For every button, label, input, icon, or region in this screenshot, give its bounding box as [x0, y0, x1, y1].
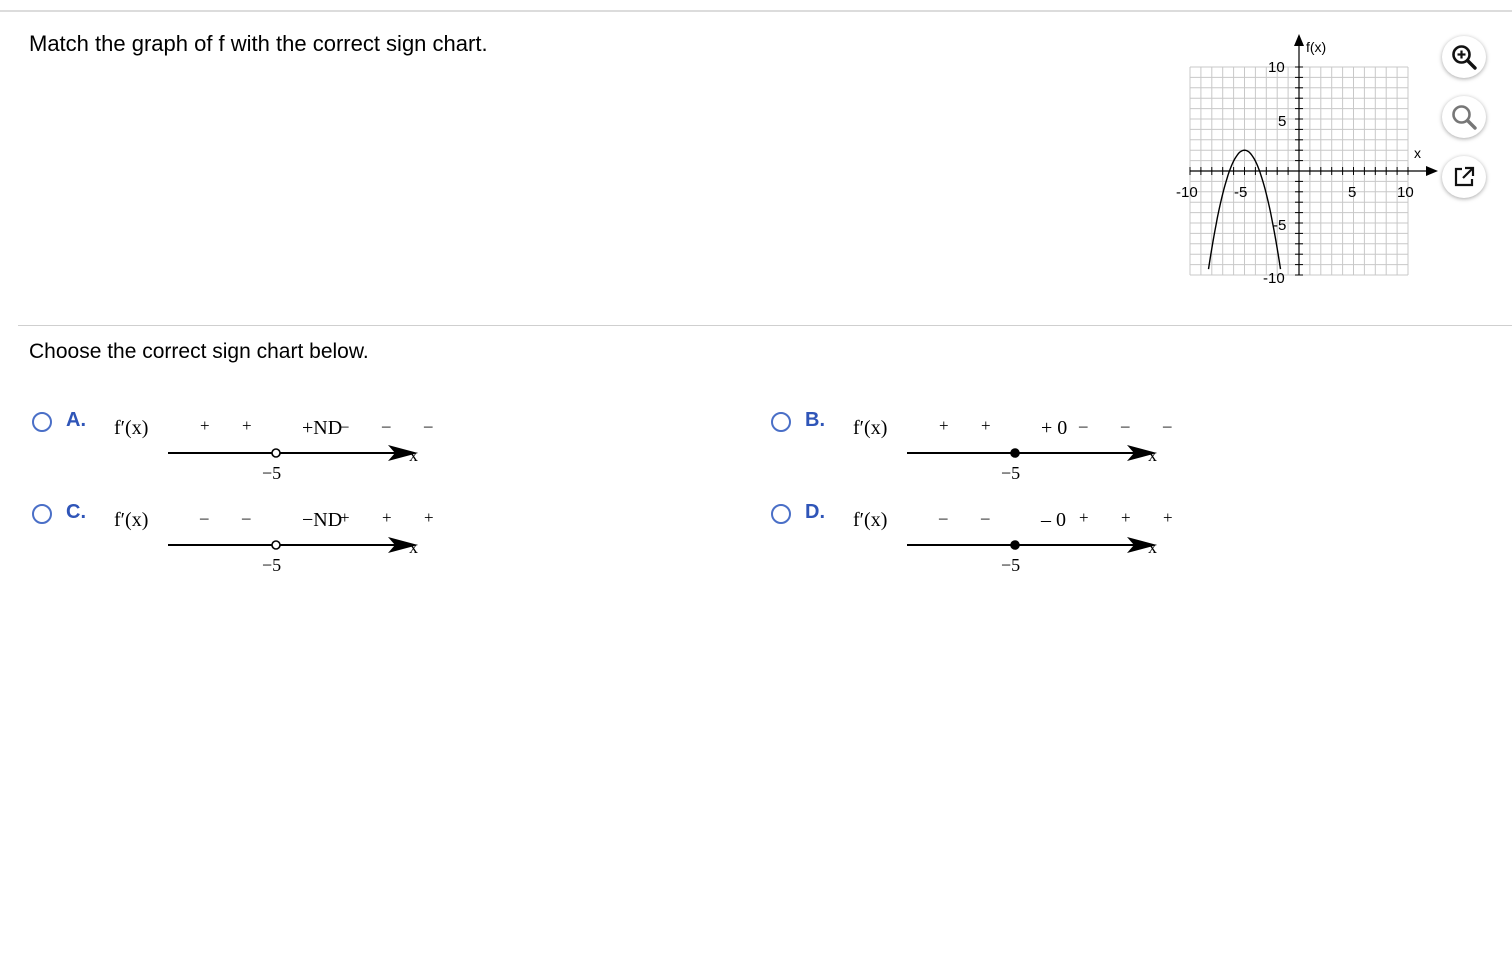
sign-symbol: +	[981, 416, 991, 435]
sign-symbol: –	[200, 508, 209, 527]
sign-symbol: –	[939, 508, 948, 527]
critical-point-marker	[1011, 449, 1019, 457]
question-text: Match the graph of f with the correct sign chart.	[29, 31, 488, 56]
y-axis-arrow	[1294, 34, 1304, 46]
zoom-out-button[interactable]	[1442, 96, 1486, 138]
sign-symbol: +	[424, 508, 434, 527]
critical-point-label: −5	[262, 463, 282, 482]
critical-point-label: −5	[1001, 463, 1021, 482]
y-tick-label: 5	[1278, 113, 1287, 130]
critical-point-marker	[272, 541, 280, 549]
sign-chart	[851, 410, 1191, 482]
sign-symbol: +	[1121, 508, 1131, 527]
sign-chart	[851, 502, 1191, 574]
sign-symbol: +	[939, 416, 949, 435]
x-tick-label: 10	[1397, 184, 1414, 201]
x-tick-label: 5	[1348, 184, 1357, 201]
sign-symbol: –	[242, 508, 251, 527]
derivative-label: f′(x)	[853, 509, 888, 531]
sign-symbol: + 0	[1041, 417, 1068, 439]
sign-symbol: –	[1163, 416, 1172, 435]
y-tick-label: -10	[1263, 270, 1285, 287]
popout-icon	[1452, 165, 1476, 189]
zoom-in-icon	[1450, 43, 1478, 71]
radio-button[interactable]	[32, 504, 52, 524]
zoom-out-icon	[1450, 103, 1478, 131]
y-axis-label: f(x)	[1306, 39, 1327, 55]
x-tick-label: -10	[1176, 184, 1198, 201]
answer-option-b[interactable]	[771, 410, 1191, 490]
derivative-label: f′(x)	[853, 417, 888, 439]
sign-symbol: –	[1121, 416, 1130, 435]
option-letter: A.	[66, 409, 86, 431]
sign-chart	[112, 410, 452, 482]
critical-point-label: −5	[1001, 555, 1021, 574]
sign-symbol: –	[340, 416, 349, 435]
instruction-text: Choose the correct sign chart below.	[29, 340, 369, 363]
sign-symbol: +	[242, 416, 252, 435]
sign-symbol: +	[340, 508, 350, 527]
x-tick-label: -5	[1234, 184, 1248, 201]
number-line-variable: x	[1148, 445, 1157, 465]
number-line-variable: x	[409, 445, 418, 465]
x-axis-label: x	[1414, 145, 1421, 161]
y-tick-label: -5	[1273, 217, 1287, 234]
popout-button[interactable]	[1442, 156, 1486, 198]
answer-option-a[interactable]	[32, 410, 452, 490]
answer-option-c[interactable]	[32, 502, 452, 582]
radio-button[interactable]	[771, 412, 791, 432]
derivative-label: f′(x)	[114, 417, 149, 439]
radio-button[interactable]	[771, 504, 791, 524]
zoom-in-button[interactable]	[1442, 36, 1486, 78]
number-line-variable: x	[1148, 537, 1157, 557]
sign-symbol: –	[424, 416, 433, 435]
section-divider	[18, 325, 1512, 326]
y-tick-label: 10	[1268, 59, 1285, 76]
option-letter: B.	[805, 409, 825, 431]
number-line-variable: x	[409, 537, 418, 557]
sign-symbol: +	[200, 416, 210, 435]
function-graph	[1170, 30, 1440, 290]
top-divider	[0, 10, 1512, 12]
sign-symbol: +	[1163, 508, 1173, 527]
derivative-label: f′(x)	[114, 509, 149, 531]
sign-symbol: –	[981, 508, 990, 527]
radio-button[interactable]	[32, 412, 52, 432]
option-letter: C.	[66, 501, 86, 523]
sign-symbol: – 0	[1041, 509, 1066, 531]
sign-symbol: +ND	[302, 417, 343, 439]
option-letter: D.	[805, 501, 825, 523]
sign-symbol: +	[1079, 508, 1089, 527]
answer-option-d[interactable]	[771, 502, 1191, 582]
sign-symbol: +	[382, 508, 392, 527]
critical-point-marker	[272, 449, 280, 457]
sign-symbol: –	[382, 416, 391, 435]
sign-symbol: –	[1079, 416, 1088, 435]
sign-chart	[112, 502, 452, 574]
x-axis-arrow	[1426, 166, 1438, 176]
critical-point-label: −5	[262, 555, 282, 574]
sign-symbol: −ND	[302, 509, 343, 531]
critical-point-marker	[1011, 541, 1019, 549]
